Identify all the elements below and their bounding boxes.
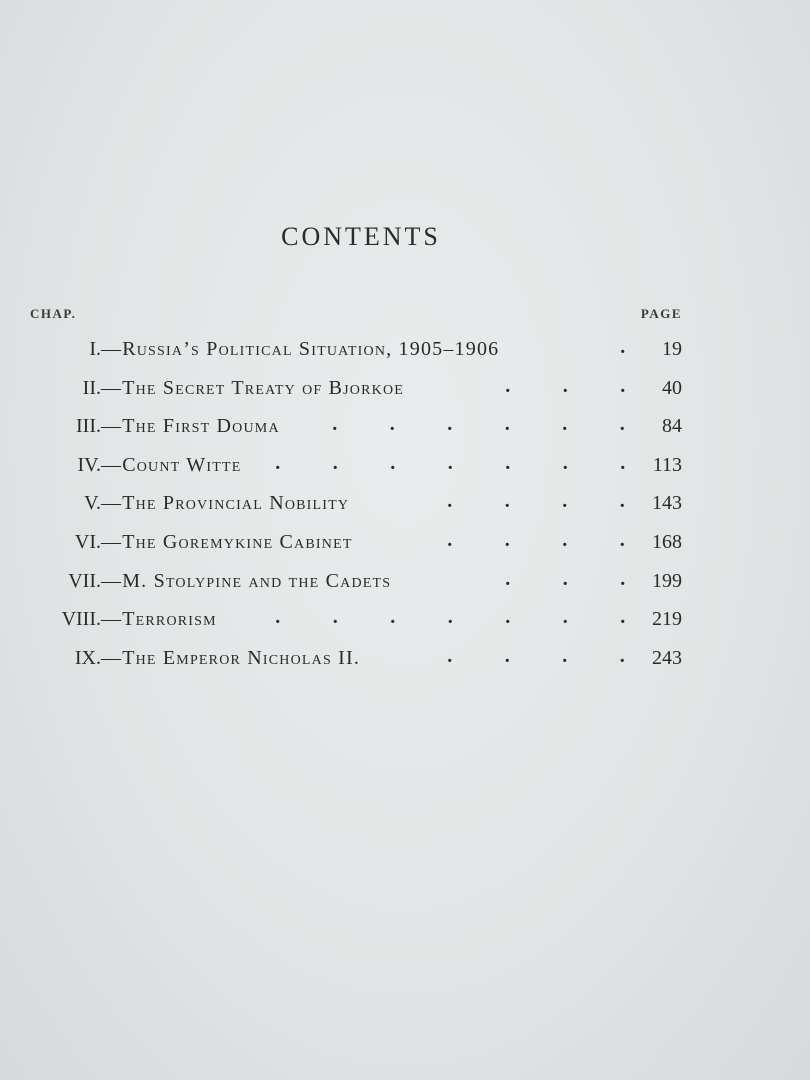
chapter-title: —The Goremykine Cabinet	[101, 530, 353, 553]
toc-entry	[0, 644, 810, 686]
dot-leader: . . . .	[447, 644, 625, 667]
chapter-title: —Terrorism	[101, 608, 217, 631]
toc-entry	[0, 492, 810, 531]
page-number: 219	[652, 608, 682, 631]
dot-leader: . . .	[505, 567, 626, 590]
chapter-title: —The Emperor Nicholas II.	[101, 646, 361, 669]
chapter-column-header: CHAP.	[30, 306, 77, 321]
dot-leader: . . . .	[447, 490, 625, 513]
chapter-title: —The Secret Treaty of Bjorkoe	[101, 376, 405, 399]
toc-entry	[0, 374, 810, 416]
chapter-number: V.	[84, 492, 101, 515]
chapter-title: —The Provincial Nobility	[101, 492, 350, 515]
toc-entry	[0, 338, 810, 377]
chapter-number: VII.	[68, 569, 101, 592]
page-number: 19	[662, 338, 682, 360]
dot-leader: . . . . . .	[332, 413, 625, 436]
toc-entry	[0, 567, 810, 609]
chapter-number: VI.	[74, 530, 101, 553]
page-number: 40	[662, 376, 682, 399]
chapter-title: —M. Stolypine and the Cadets	[101, 569, 392, 592]
chapter-number: II.	[82, 376, 101, 399]
page-title: CONTENTS	[281, 222, 441, 251]
chapter-title: —The First Douma	[101, 415, 280, 438]
page-number: 243	[652, 646, 682, 669]
chapter-number: I.	[89, 338, 101, 360]
chapter-number: VIII.	[61, 608, 101, 631]
page-number: 113	[652, 453, 682, 476]
chapter-title: —Count Witte	[101, 453, 242, 476]
chapter-number: III.	[76, 415, 101, 438]
page-number: 84	[662, 415, 682, 438]
page-number: 143	[652, 492, 682, 515]
chapter-title: —Russia’s Political Situation, 1905–1906	[101, 338, 500, 360]
page-number: 168	[652, 530, 682, 553]
toc-entry	[0, 451, 810, 493]
toc-entry	[0, 608, 810, 647]
page-column-header: PAGE	[640, 306, 682, 321]
dot-leader: . . . . . . .	[275, 606, 626, 629]
dot-leader: . . . .	[447, 528, 625, 551]
toc-entry	[0, 528, 810, 570]
dot-leader: . . .	[505, 374, 626, 397]
chapter-number: IX.	[74, 646, 101, 669]
dot-leader: . . . . . . .	[275, 451, 626, 474]
dot-leader: .	[620, 336, 626, 358]
page-number: 199	[652, 569, 682, 592]
chapter-number: IV.	[77, 453, 101, 476]
table-of-contents	[0, 338, 810, 685]
toc-entry	[0, 415, 810, 454]
